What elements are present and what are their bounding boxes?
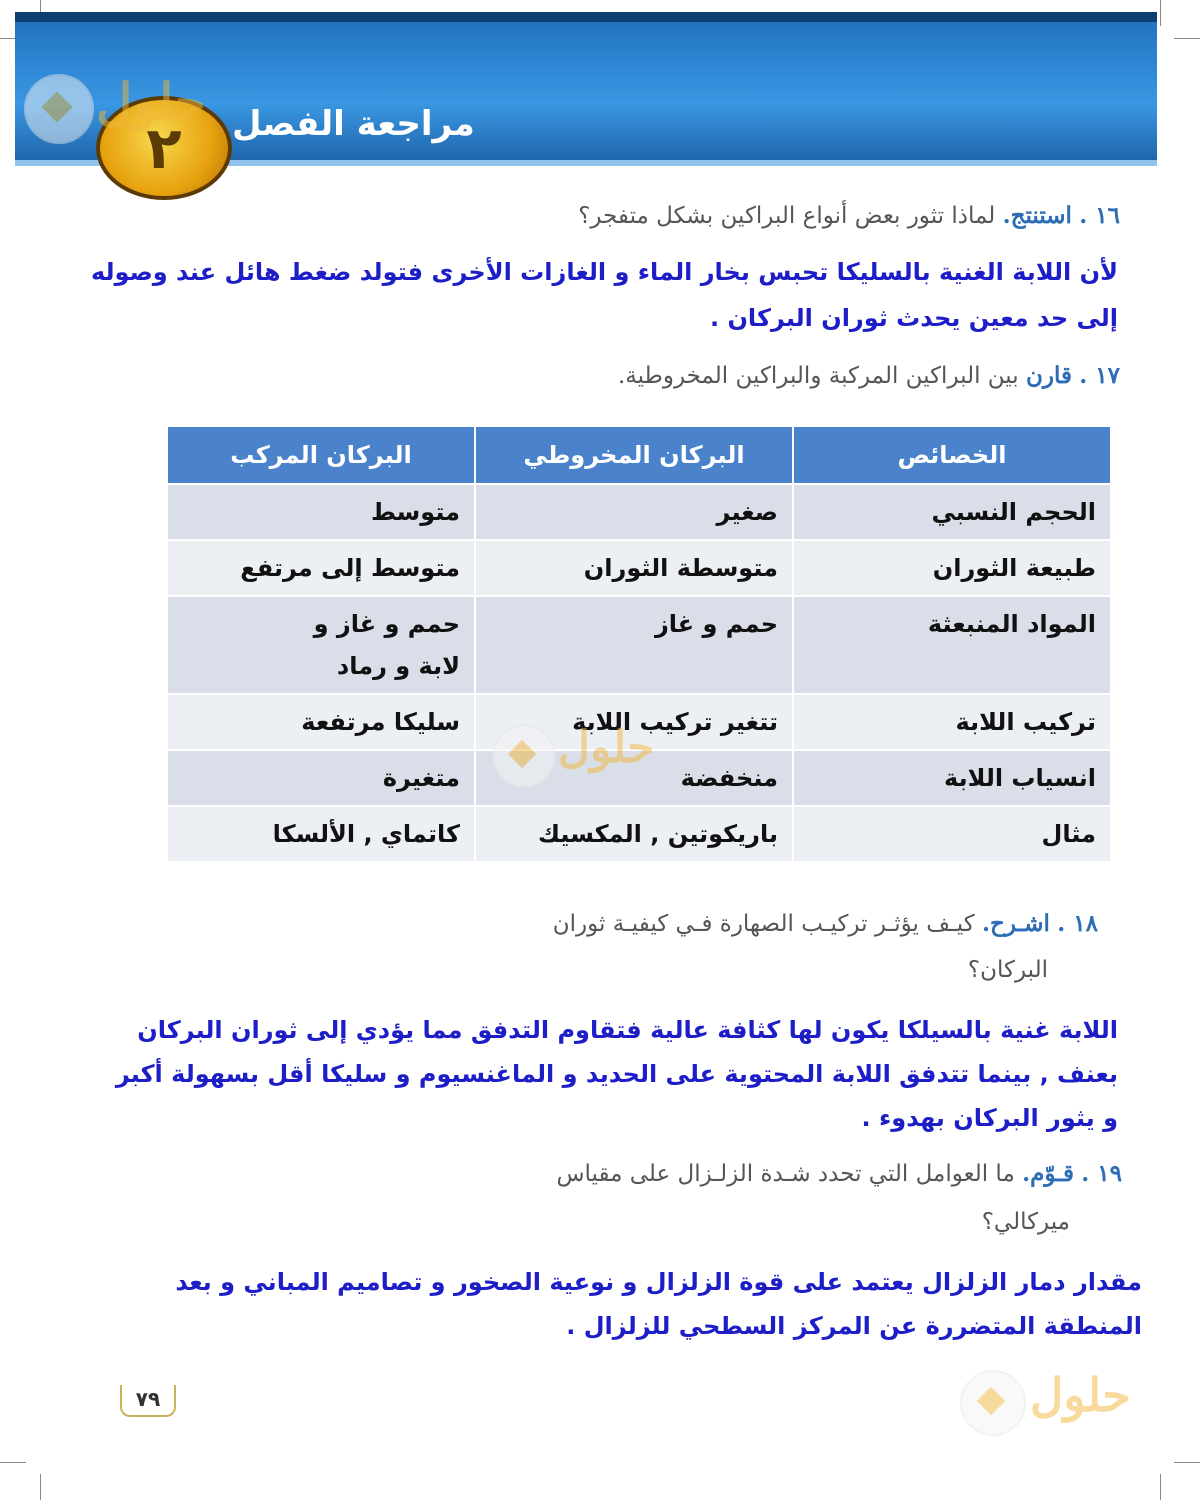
table-cell: متوسط [167,484,475,540]
chapter-review-title: مراجعة الفصل [232,104,475,144]
question-number: ١٩ . [1081,1160,1122,1187]
page-number: ٧٩ [120,1385,176,1417]
chapter-number: ٢ [146,114,182,182]
question-number: ١٦ . [1079,202,1120,229]
crop-mark [1174,38,1200,39]
crop-mark [1160,1474,1161,1500]
question-18 [553,900,1098,948]
table-cell: حمم و غاز [475,596,793,694]
question-19-line-2: ميركالي؟ [981,1209,1070,1235]
crop-mark [40,1474,41,1500]
question-16 [578,192,1120,240]
watermark-logo [960,1368,1170,1438]
table-cell: تركيب اللابة [793,694,1111,750]
table-cell: انسياب اللابة [793,750,1111,806]
table-cell: متوسطة الثوران [475,540,793,596]
table-row [167,806,1111,862]
crop-mark [0,1462,26,1463]
watermark-word: حلول [558,722,655,773]
table-cell: طبيعة الثوران [793,540,1111,596]
table-cell: منخفضة [475,750,793,806]
answer-19-line-1: مقدار دمار الزلزال يعتمد على قوة الزلزال و نوعية الصخور و تصاميم المباني و بعد [175,1268,1142,1296]
question-text: بين البراكين المركبة والبراكين المخروطية. [617,363,1019,389]
question-19 [556,1150,1122,1198]
question-18-line-2: البركان؟ [967,957,1048,983]
watermark-word: حلول [1030,1368,1131,1422]
table-cell: متوسط إلى مرتفع [167,540,475,596]
table-cell: كاتماي , الألسكا [167,806,475,862]
crop-mark [1160,0,1161,26]
header-composite: البركان المركب [167,426,475,484]
table-row [167,484,1111,540]
question-keyword: قارن [1025,362,1072,389]
answer-18-line-2: بعنف , بينما تتدفق اللابة المحتوية على الحديد و الماغنسيوم و سليكا أقل بسهولة أكبر [115,1060,1118,1088]
table-cell: تتغير تركيب اللابة [475,694,793,750]
answer-19-line-2: المنطقة المتضررة عن المركز السطحي للزلزال . [566,1312,1142,1340]
question-keyword: اشـرح. [982,910,1050,937]
table-header-row [167,426,1111,484]
answer-16-line-2: إلى حد معين يحدث ثوران البركان . [709,304,1118,332]
table-cell: باريكوتين , المكسيك [475,806,793,862]
table-cell: حمم و غاز و لابة و رماد [167,596,475,694]
watermark-word: حلول [96,72,206,131]
table-cell: صغير [475,484,793,540]
question-text: لماذا تثور بعض أنواع البراكين بشكل متفجر؟ [578,203,996,229]
volcano-comparison-table [166,425,1112,863]
question-keyword: استنتج. [1002,202,1072,229]
answer-18-line-1: اللابة غنية بالسيلكا يكون لها كثافة عالية فتقاوم التدفق مما يؤدي إلى ثوران البركان [137,1016,1118,1044]
header-properties: الخصائص [793,426,1111,484]
question-number: ١٨ . [1057,910,1098,937]
table-cell: مثال [793,806,1111,862]
banner-top-stripe [15,12,1157,22]
question-text: ما العوامل التي تحدد شـدة الزلـزال على مقياس [556,1161,1015,1187]
table-cell: متغيرة [167,750,475,806]
answer-18-line-3: و يثور البركان بهدوء . [861,1104,1118,1132]
answer-16-line-1: لأن اللابة الغنية بالسليكا تحبس بخار الماء و الغازات الأخرى فتولد ضغط هائل عند وصوله [90,258,1118,286]
question-text: كيـف يؤثـر تركيـب الصهارة فـي كيفيـة ثوران [552,911,975,937]
question-number: ١٧ . [1079,362,1120,389]
table-row [167,596,1111,694]
header-cinder-cone: البركان المخروطي [475,426,793,484]
table-row [167,540,1111,596]
question-keyword: قـوّم. [1022,1160,1074,1187]
watermark-logo [24,70,244,150]
table-cell: سليكا مرتفعة [167,694,475,750]
crop-mark [1174,1462,1200,1463]
question-17 [618,352,1120,400]
table-cell: المواد المنبعثة [793,596,1111,694]
table-cell: الحجم النسبي [793,484,1111,540]
watermark-logo [492,722,692,792]
